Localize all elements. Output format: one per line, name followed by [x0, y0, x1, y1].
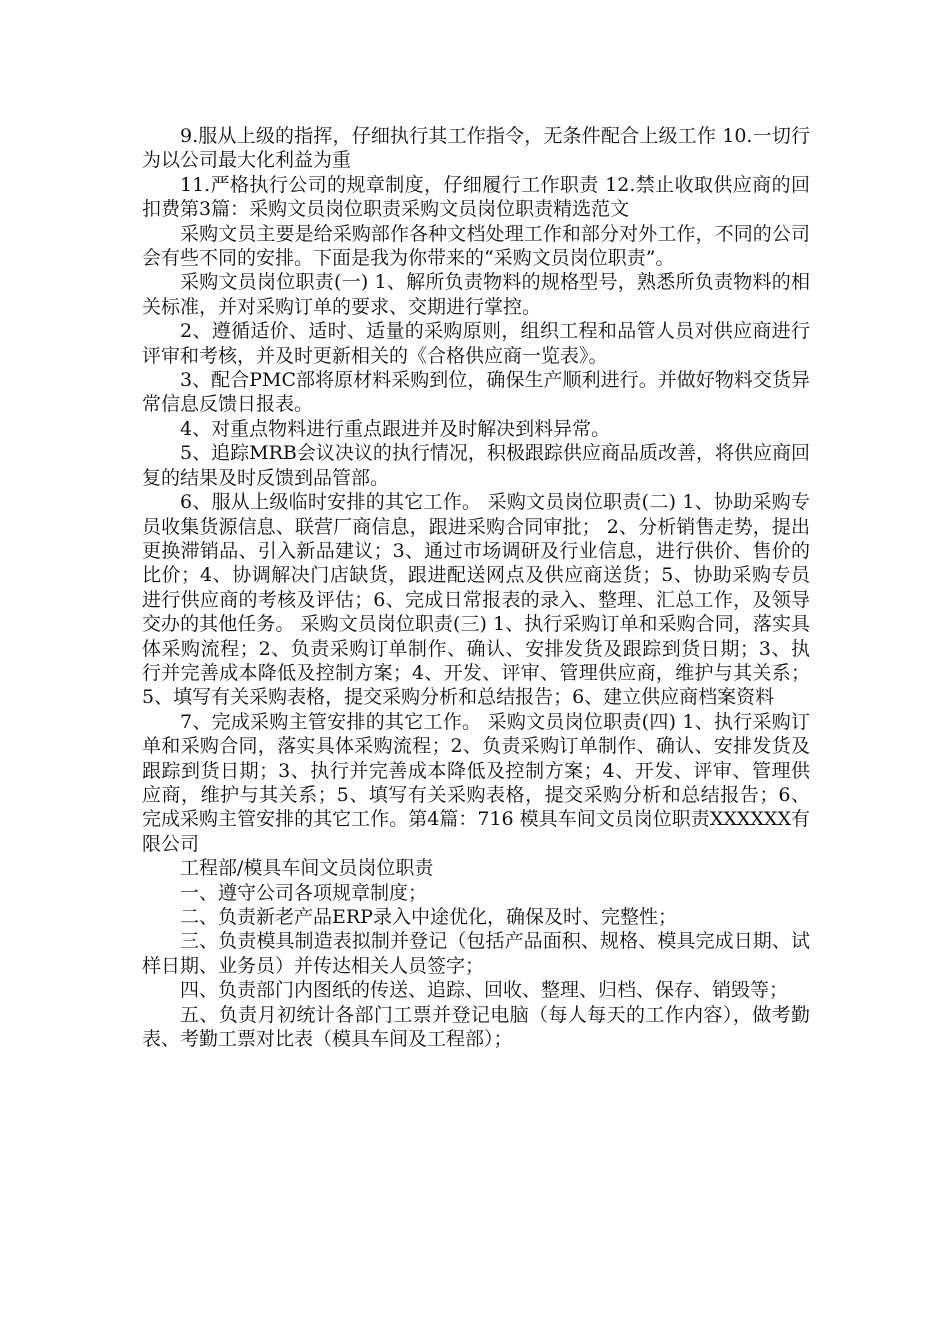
paragraph-6: 3、配合PMC部将原材料采购到位，确保生产顺利进行。并做好物料交货异常信息反馈日报表。 [142, 369, 810, 416]
paragraph-3: 采购文员主要是给采购部作各种文档处理工作和部分对外工作，不同的公司会有些不同的安排。下面是我为你带来的“采购文员岗位职责”。 [142, 222, 810, 270]
paragraph-7: 4、对重点物料进行重点跟进并及时解决到料异常。 [180, 417, 611, 440]
paragraph-9: 6、服从上级临时安排的其它工作。 采购文员岗位职责(二) 1、协助采购专员收集货源信息、联营厂商信息，跟进采购合同审批； 2、分析销售走势，提出更换滞销品、引入新品建议；3、通过市场调研及行业信息，进行供价、售价的比价；4、协调解决门店缺货，跟进配送网点及供应商送货；5、协助采购专员进行供应商的考核及评估；6、完成日常报表的录入、整理、汇总工作，及领导交办的其他任务。 采购文员岗位职责(三) 1、执行采购订单和采购合同，落实具体采购流程；2、负责采购订单制作、确认、安排发货及跟踪到货日期；3、执行并完善成本降低及控制方案；4、开发、评审、管理供应商，维护与其关系；5、填写有关采购表格，提交采购分析和总结报告；6、建立供应商档案资料 [142, 491, 810, 709]
paragraph-15: 四、负责部门内图纸的传送、追踪、回收、整理、归档、保存、销毁等； [180, 979, 789, 1002]
paragraph-8: 5、追踪MRB会议决议的执行情况，积极跟踪供应商品质改善，将供应商回复的结果及时反馈到品管部。 [142, 442, 810, 489]
paragraph-1: 9.服从上级的指挥，仔细执行其工作指令，无条件配合上级工作 10.一切行为以公司最大化利益为重 [142, 125, 810, 172]
paragraph-14: 三、负责模具制造表拟制并登记（包括产品面积、规格、模具完成日期、试样日期、业务员）并传达相关人员签字； [142, 930, 810, 977]
paragraph-16: 五、负责月初统计各部门工票并登记电脑（每人每天的工作内容），做考勤表、考勤工票对比表（模具车间及工程部）； [142, 1003, 810, 1051]
paragraph-12: 一、遵守公司各项规章制度； [180, 881, 428, 904]
paragraph-13: 二、负责新老产品ERP录入中途优化，确保及时、完整性； [180, 906, 677, 928]
paragraph-11: 工程部/模具车间文员岗位职责 [180, 857, 434, 880]
paragraph-5: 2、遵循适价、适时、适量的采购原则，组织工程和品管人员对供应商进行评审和考核，并及时更新相关的《合格供应商一览表》。 [142, 320, 810, 367]
document-body [142, 124, 810, 1051]
paragraph-4: 采购文员岗位职责(一) 1、解所负责物料的规格型号，熟悉所负责物料的相关标准，并对采购订单的要求、交期进行掌控。 [142, 271, 810, 318]
paragraph-10: 7、完成采购主管安排的其它工作。 采购文员岗位职责(四) 1、执行采购订单和采购合同，落实具体采购流程；2、负责采购订单制作、确认、安排发货及跟踪到货日期；3、执行并完善成本降低及控制方案；4、开发、评审、管理供应商，维护与其关系；5、填写有关采购表格，提交采购分析和总结报告；6、完成采购主管安排的其它工作。第4篇：716 模具车间文员岗位职责XXXXXX有限公司 [142, 710, 810, 855]
paragraph-2: 11.严格执行公司的规章制度，仔细履行工作职责 12.禁止收取供应商的回扣费第3篇：采购文员岗位职责采购文员岗位职责精选范文 [142, 173, 810, 221]
